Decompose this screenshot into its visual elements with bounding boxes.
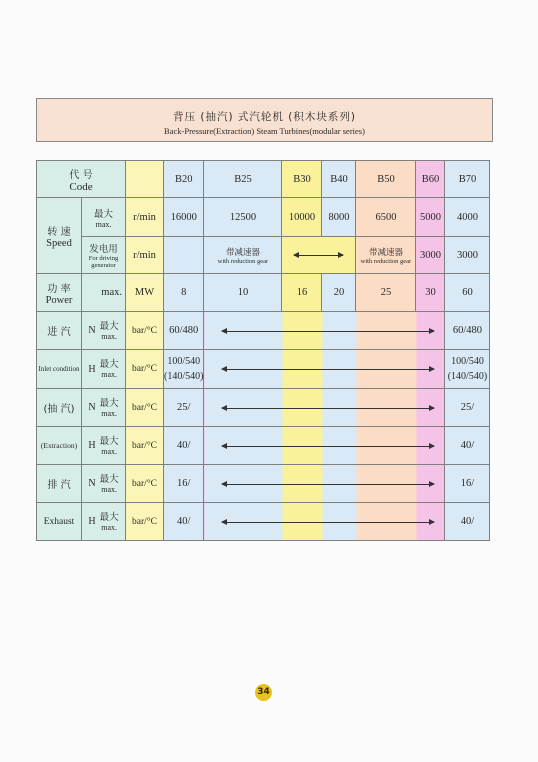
exhaust-n: N <box>88 478 96 489</box>
model-b25: B25 <box>204 161 282 198</box>
power-label <box>37 274 82 312</box>
speed-b60: 5000 <box>416 198 445 237</box>
speed-gen-zh: 发电用 <box>89 244 118 255</box>
exhaust-h-max-en: max. <box>101 522 117 532</box>
exhaust-h: H <box>88 516 96 527</box>
table-row-power <box>37 274 490 312</box>
power-b70: 60 <box>445 274 490 312</box>
exhaust-h-label <box>82 503 126 541</box>
range-arrow <box>222 331 434 332</box>
extraction-h-max-zh: 最大 <box>99 435 119 447</box>
gen-b50 <box>356 237 416 274</box>
inlet-h-unit: bar/°C <box>126 350 164 389</box>
speed-unit: r/min <box>126 198 164 237</box>
range-arrow <box>222 446 434 447</box>
inlet-n-arrow <box>204 312 445 350</box>
inlet-n-max-zh: 最大 <box>99 320 119 332</box>
exhaust-n-label <box>82 465 126 503</box>
extraction-n-arrow <box>204 389 445 427</box>
extraction-n-label <box>82 389 126 427</box>
gen-b20 <box>164 237 204 274</box>
extraction-n: N <box>88 402 96 413</box>
inlet-n-label <box>82 312 126 350</box>
extraction-n-b70: 25/ <box>445 389 490 427</box>
extraction-en: (Extraction) <box>37 427 82 465</box>
spec-table <box>36 160 490 541</box>
exhaust-n-b70: 16/ <box>445 465 490 503</box>
exhaust-zh: 排 汽 <box>37 465 82 503</box>
power-zh: 功 率 <box>47 283 71 295</box>
inlet-h-arrow <box>204 350 445 389</box>
table-row-speed-gen <box>37 237 490 274</box>
table-row-speed-max <box>37 198 490 237</box>
gen-arrow-b30-b40 <box>282 237 356 274</box>
inlet-h-b70 <box>445 350 490 389</box>
table-row-extraction-n <box>37 389 490 427</box>
power-unit: MW <box>126 274 164 312</box>
speed-gen-en: For driving generator <box>88 255 119 269</box>
exhaust-n-unit: bar/°C <box>126 465 164 503</box>
extraction-h-arrow <box>204 427 445 465</box>
model-b40: B40 <box>322 161 356 198</box>
model-b50: B50 <box>356 161 416 198</box>
inlet-n-b20: 60/480 <box>164 312 204 350</box>
extraction-n-b20: 25/ <box>164 389 204 427</box>
inlet-h-b70-1: 100/540 <box>451 356 484 367</box>
table-row-exhaust-n <box>37 465 490 503</box>
exhaust-n-arrow <box>204 465 445 503</box>
speed-b20: 16000 <box>164 198 204 237</box>
gear-en-left: with reduction gear <box>217 257 269 265</box>
code-label <box>37 161 126 198</box>
gear-zh-left: 带减速器 <box>225 247 260 258</box>
table-row-header <box>37 161 490 198</box>
speed-b70: 4000 <box>445 198 490 237</box>
speed-b25: 12500 <box>204 198 282 237</box>
range-arrow <box>222 369 434 370</box>
inlet-zh: 进 汽 <box>37 312 82 350</box>
extraction-h-unit: bar/°C <box>126 427 164 465</box>
exhaust-h-max-zh: 最大 <box>99 511 119 523</box>
title-box <box>36 98 493 142</box>
speed-b40: 8000 <box>322 198 356 237</box>
exhaust-h-b70: 40/ <box>445 503 490 541</box>
inlet-h-b70-2: (140/540) <box>447 371 488 382</box>
model-b20: B20 <box>164 161 204 198</box>
inlet-h-b20 <box>164 350 204 389</box>
exhaust-h-b20: 40/ <box>164 503 204 541</box>
model-b60: B60 <box>416 161 445 198</box>
extraction-zh: (抽 汽) <box>37 389 82 427</box>
speed-zh: 转 速 <box>47 226 71 238</box>
power-b60: 30 <box>416 274 445 312</box>
speed-b50: 6500 <box>356 198 416 237</box>
page-number: 34 <box>255 684 272 701</box>
range-arrow <box>222 408 434 409</box>
exhaust-n-b20: 16/ <box>164 465 204 503</box>
inlet-h-label <box>82 350 126 389</box>
power-b20: 8 <box>164 274 204 312</box>
exhaust-n-max-en: max. <box>101 484 117 494</box>
table-row-exhaust-h <box>37 503 490 541</box>
speed-max-label <box>82 198 126 237</box>
model-b70: B70 <box>445 161 490 198</box>
table-row-inlet-h <box>37 350 490 389</box>
power-b30: 16 <box>282 274 322 312</box>
extraction-h-max-en: max. <box>101 446 117 456</box>
range-arrow <box>222 484 434 485</box>
exhaust-en: Exhaust <box>37 503 82 541</box>
gen-b25 <box>204 237 282 274</box>
gen-b60: 3000 <box>416 237 445 274</box>
range-arrow <box>294 255 343 256</box>
inlet-h-b20-2: (140/540) <box>164 371 204 382</box>
extraction-h: H <box>88 440 96 451</box>
speed-max-zh: 最大 <box>93 208 113 220</box>
power-en: Power <box>45 294 73 306</box>
extraction-n-max-zh: 最大 <box>99 397 119 409</box>
speed-en: Speed <box>46 237 72 249</box>
power-b25: 10 <box>204 274 282 312</box>
speed-gen-unit: r/min <box>126 237 164 274</box>
inlet-n-b70: 60/480 <box>445 312 490 350</box>
speed-label <box>37 198 82 274</box>
inlet-n-max-en: max. <box>101 331 117 341</box>
extraction-h-b20: 40/ <box>164 427 204 465</box>
title-zh: 背压 (抽汽) 式汽轮机 (积木块系列) <box>173 111 356 123</box>
exhaust-n-max-zh: 最大 <box>99 473 119 485</box>
extraction-h-b70: 40/ <box>445 427 490 465</box>
inlet-n: N <box>88 325 96 336</box>
inlet-h-b20-1: 100/540 <box>167 356 201 367</box>
inlet-h: H <box>88 363 96 375</box>
inlet-h-max-zh: 最大 <box>99 359 119 370</box>
speed-gen-label <box>82 237 126 274</box>
code-zh: 代 号 <box>69 169 93 181</box>
model-b30: B30 <box>282 161 322 198</box>
power-max: max. <box>82 274 126 312</box>
exhaust-h-arrow <box>204 503 445 541</box>
speed-b30: 10000 <box>282 198 322 237</box>
exhaust-h-unit: bar/°C <box>126 503 164 541</box>
inlet-en: Inlet condition <box>37 350 82 389</box>
code-en: Code <box>69 180 93 193</box>
title-en: Back-Pressure(Extraction) Steam Turbines(modular series) <box>164 126 365 136</box>
extraction-n-max-en: max. <box>101 408 117 418</box>
inlet-h-max-en: max. <box>101 370 117 379</box>
table-row-extraction-h <box>37 427 490 465</box>
gen-b70: 3000 <box>445 237 490 274</box>
gear-zh-right: 带减速器 <box>368 247 403 258</box>
power-b50: 25 <box>356 274 416 312</box>
extraction-n-unit: bar/°C <box>126 389 164 427</box>
power-b40: 20 <box>322 274 356 312</box>
range-arrow <box>222 522 434 523</box>
inlet-n-unit: bar/°C <box>126 312 164 350</box>
table-row-inlet-n <box>37 312 490 350</box>
gear-en-right: with reduction gear <box>360 257 412 265</box>
extraction-h-label <box>82 427 126 465</box>
speed-max-en: max. <box>95 219 112 229</box>
unit-header <box>126 161 164 198</box>
